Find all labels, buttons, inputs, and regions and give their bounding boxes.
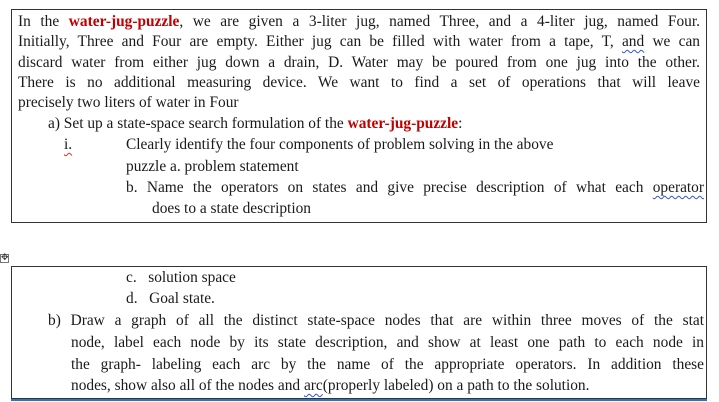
text-run: (properly labeled) on a path to the solution. [322, 377, 590, 394]
keyword-water-jug-puzzle: water-jug-puzzle [347, 115, 459, 132]
text-run: In the [18, 13, 69, 30]
text-run: nodes, show also all of the nodes and [71, 377, 304, 394]
item-b2-line-4 [71, 377, 589, 395]
item-b-continuation: does to a state description [152, 200, 311, 217]
item-i-text: Clearly identify the four components of problem solving in the above [126, 136, 554, 153]
text-run: : [458, 115, 463, 132]
text-run: b. Name the operators on states and give precise description of what each [126, 179, 653, 196]
keyword-water-jug-puzzle: water-jug-puzzle [68, 13, 180, 30]
para-line-2 [18, 33, 700, 51]
para-line-4: There is no additional measuring device. We want to find a set of operations that will leave [18, 74, 700, 91]
text-run: we can [644, 33, 700, 50]
para-line-5: precisely two liters of water in Four [18, 94, 239, 111]
puzzle-line: puzzle a. problem statement [126, 158, 299, 175]
item-i-marker: i. [64, 136, 73, 153]
grammar-flagged-word: and [621, 33, 645, 50]
grammar-flagged-word: operator [652, 179, 704, 196]
item-b [126, 179, 704, 197]
bottom-rule [11, 399, 707, 401]
item-b2-line-1: b) Draw a graph of all the distinct state-space nodes that are within three moves of the stat [48, 312, 704, 329]
item-b2-line-2: node, label each node by its state description, and show at least one path to each node in [71, 334, 704, 351]
item-b2-line-3: the graph- labeling each arc by the name of the appropriate operators. In addition these [71, 356, 704, 373]
table-move-handle-icon[interactable]: ✥ [1, 253, 9, 263]
item-c: c. solution space [126, 269, 236, 286]
text-run: , we are given a 3-liter jug, named Three, and a 4-liter jug, named Four. [179, 13, 700, 30]
grammar-flagged-word: arc [303, 377, 323, 394]
item-a [48, 115, 462, 133]
item-d: d. Goal state. [126, 290, 215, 307]
para-line-1 [18, 13, 700, 31]
text-run: a) Set up a state-space search formulation of the [48, 115, 348, 132]
para-line-3: discard water from either jug down a drain, D. Water may be poured from one jug into the other. [18, 54, 700, 71]
text-run: Initially, Three and Four are empty. Either jug can be filled with water from a tape, T, [18, 33, 622, 50]
